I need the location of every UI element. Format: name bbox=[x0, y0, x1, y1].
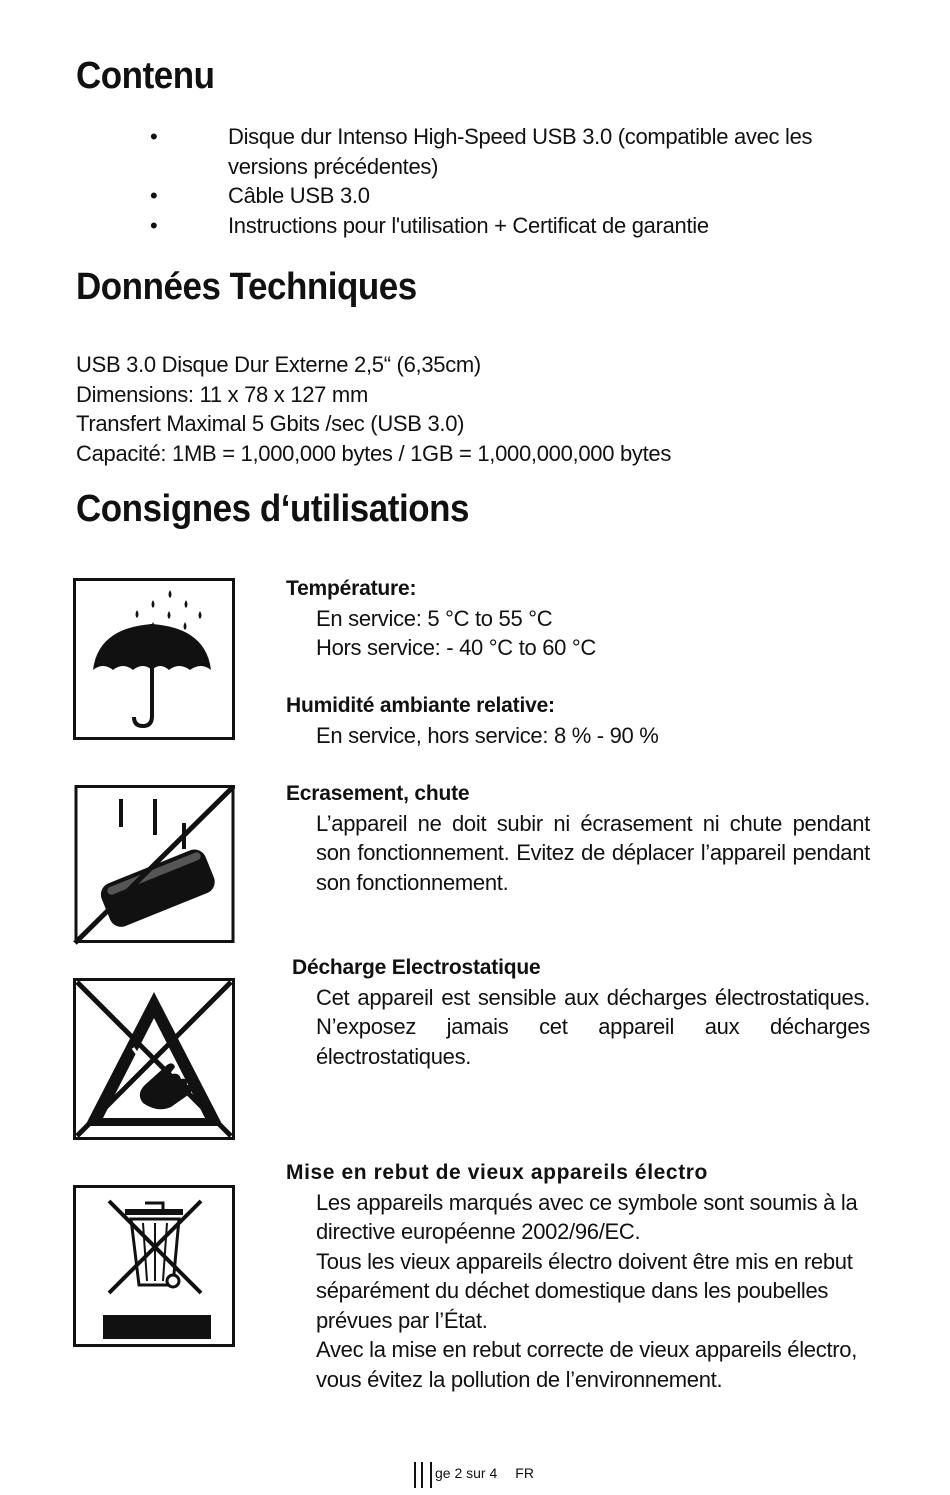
weee-bin-icon bbox=[73, 1185, 235, 1347]
humidity-heading: Humidité ambiante relative: bbox=[286, 694, 555, 717]
humidity-line: En service, hors service: 8 % - 90 % bbox=[316, 722, 659, 748]
esd-section bbox=[286, 953, 870, 1071]
donnees-title: Données Techniques bbox=[76, 266, 417, 308]
consignes-title: Consignes d‘utilisations bbox=[76, 488, 469, 530]
list-item: • Câble USB 3.0 bbox=[150, 181, 830, 211]
umbrella-icon bbox=[73, 578, 235, 740]
crush-heading: Ecrasement, chute bbox=[286, 782, 470, 805]
list-item: • Disque dur Intenso High-Speed USB 3.0 (compatible avec les versions précédentes) bbox=[150, 122, 830, 181]
esd-heading: Décharge Electrostatique bbox=[292, 956, 541, 979]
disposal-line: Les appareils marqués avec ce symbole sont soumis à la directive européenne 2002/96/EC. bbox=[316, 1189, 858, 1244]
crush-section bbox=[286, 779, 870, 897]
esd-warning-icon bbox=[73, 978, 235, 1140]
contenu-list bbox=[150, 122, 830, 240]
specs-block bbox=[76, 350, 876, 468]
disposal-section bbox=[286, 1158, 870, 1394]
page-number-marker bbox=[414, 1462, 432, 1488]
spec-line: Capacité: 1MB = 1,000,000 bytes / 1GB = 1,000,000,000 bytes bbox=[76, 440, 672, 466]
list-item: • Instructions pour l'utilisation + Certificat de garantie bbox=[150, 211, 830, 241]
contenu-title: Contenu bbox=[76, 55, 215, 97]
esd-body: Cet appareil est sensible aux décharges électrostatiques. N’exposez jamais cet appareil aux décharges électrostatiques. bbox=[316, 984, 870, 1069]
temperature-line: Hors service: - 40 °C to 60 °C bbox=[316, 635, 597, 660]
temperature-line: En service: 5 °C to 55 °C bbox=[316, 605, 553, 631]
humidity-section bbox=[286, 691, 870, 750]
temperature-section bbox=[286, 574, 870, 663]
page-footer bbox=[414, 1462, 534, 1488]
no-drop-icon bbox=[73, 785, 235, 945]
disposal-heading: Mise en rebut de vieux appareils électro bbox=[286, 1161, 708, 1184]
spec-line: Transfert Maximal 5 Gbits /sec (USB 3.0) bbox=[76, 411, 465, 436]
crush-body: L’appareil ne doit subir ni écrasement ni chute pendant son fonctionnement. Evitez de déplacer l’appareil pendant son fonctionnement. bbox=[316, 810, 870, 895]
spec-line: USB 3.0 Disque Dur Externe 2,5“ (6,35cm) bbox=[76, 352, 481, 377]
language-code: FR bbox=[515, 1465, 534, 1481]
page-number: ge 2 sur 4 bbox=[435, 1465, 498, 1481]
spec-line: Dimensions: 11 x 78 x 127 mm bbox=[76, 381, 368, 407]
temperature-heading: Température: bbox=[286, 577, 417, 600]
disposal-line: Avec la mise en rebut correcte de vieux appareils électro, vous évitez la pollution de l’environnement. bbox=[316, 1337, 858, 1392]
disposal-line: Tous les vieux appareils électro doivent être mis en rebut séparément du déchet domestique dans les poubelles prévues par l’État. bbox=[316, 1248, 853, 1333]
